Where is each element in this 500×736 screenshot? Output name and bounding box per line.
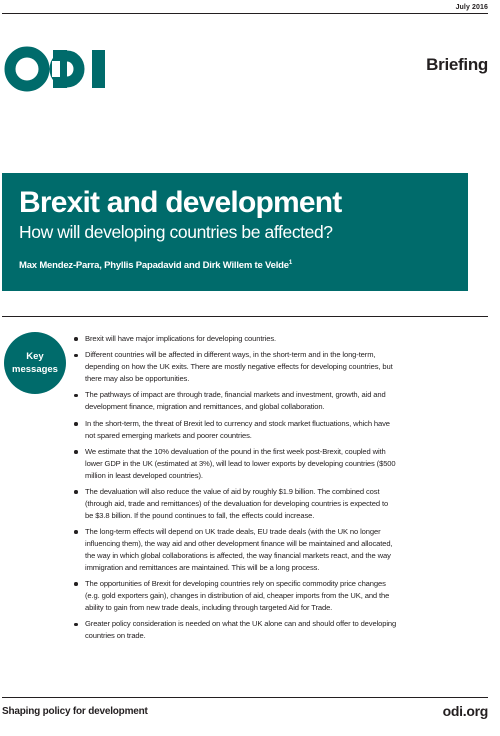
bullet-icon bbox=[74, 394, 78, 398]
bullet-icon bbox=[74, 422, 78, 426]
key-message-item bbox=[72, 418, 398, 442]
key-message-text: Brexit will have major implications for developing countries. bbox=[85, 334, 277, 343]
bullet-icon bbox=[74, 582, 78, 586]
key-message-item bbox=[72, 349, 398, 385]
key-message-text: Greater policy consideration is needed on what the UK alone can and should offer to developing countries on trade. bbox=[85, 619, 397, 641]
odi-logo bbox=[4, 46, 114, 92]
authors-names: Max Mendez-Parra, Phyllis Papadavid and Dirk Willem te Velde bbox=[19, 260, 289, 271]
key-message-item bbox=[72, 578, 398, 614]
key-messages-badge bbox=[4, 332, 66, 394]
footer-divider bbox=[2, 697, 488, 698]
bullet-icon bbox=[74, 450, 78, 454]
page-subtitle: How will developing countries be affected? bbox=[19, 222, 333, 242]
key-message-text: The devaluation will also reduce the value of aid by roughly $1.9 billion. The combined cost (through aid, trade and remittances) of the devaluation for developing countries is expected to be $3.8 billion. If the pound continues to fall, the effects could increase. bbox=[85, 486, 389, 520]
key-message-item bbox=[72, 526, 398, 574]
top-divider bbox=[2, 13, 488, 14]
bullet-icon bbox=[74, 490, 78, 494]
key-message-item bbox=[72, 333, 398, 345]
key-messages-list bbox=[72, 333, 398, 646]
section-divider bbox=[2, 316, 488, 317]
document-type: Briefing bbox=[426, 55, 488, 74]
bullet-icon bbox=[74, 337, 78, 341]
bullet-icon bbox=[74, 354, 78, 358]
footer-tagline: Shaping policy for development bbox=[2, 706, 148, 717]
key-message-text: We estimate that the 10% devaluation of the pound in the first week post-Brexit, coupled with lower GDP in the UK (estimated at 3%), will lead to lower exports by developing countries ($500 million in least developed countries). bbox=[85, 446, 396, 480]
title-banner bbox=[2, 173, 468, 291]
key-message-item bbox=[72, 446, 398, 482]
authors bbox=[19, 260, 292, 271]
authors-footnote-marker: 1 bbox=[288, 259, 292, 266]
bullet-icon bbox=[74, 623, 78, 627]
bullet-icon bbox=[74, 530, 78, 534]
key-messages-label-line2: messages bbox=[12, 364, 58, 375]
key-message-item bbox=[72, 486, 398, 522]
footer-website-link[interactable]: odi.org bbox=[442, 703, 488, 719]
key-message-text: The long-term effects will depend on UK trade deals, EU trade deals (with the UK no longer influencing them), the way aid and other development finance will be maintained and allocated, the way in which global collaborations is affected, the way financial markets react, and the way immigration and remittances are maintained. This will be a long process. bbox=[85, 527, 393, 572]
page-title: Brexit and development bbox=[19, 186, 342, 219]
key-message-item bbox=[72, 389, 398, 413]
key-message-text: Different countries will be affected in different ways, in the short-term and in the long-term, depending on how the UK exits. There are mostly negative effects for developing countries, but there may also be opportunities. bbox=[85, 350, 393, 384]
key-message-item bbox=[72, 618, 398, 642]
key-message-text: In the short-term, the threat of Brexit led to currency and stock market fluctuations, which have not spared emerging markets and poorer countries. bbox=[85, 418, 390, 440]
publication-date: July 2016 bbox=[455, 4, 488, 11]
key-message-text: The pathways of impact are through trade, financial markets and investment, growth, aid and development finance, migration and remittances, and global collaboration. bbox=[85, 390, 386, 412]
key-message-text: The opportunities of Brexit for developing countries rely on specific commodity price changes (e.g. gold exporters gain), changes in distribution of aid, cheaper imports from the UK, and the ability to gain from new trade deals, including through targeted Aid for Trade. bbox=[85, 579, 390, 612]
key-messages-label-line1: Key bbox=[26, 351, 44, 362]
